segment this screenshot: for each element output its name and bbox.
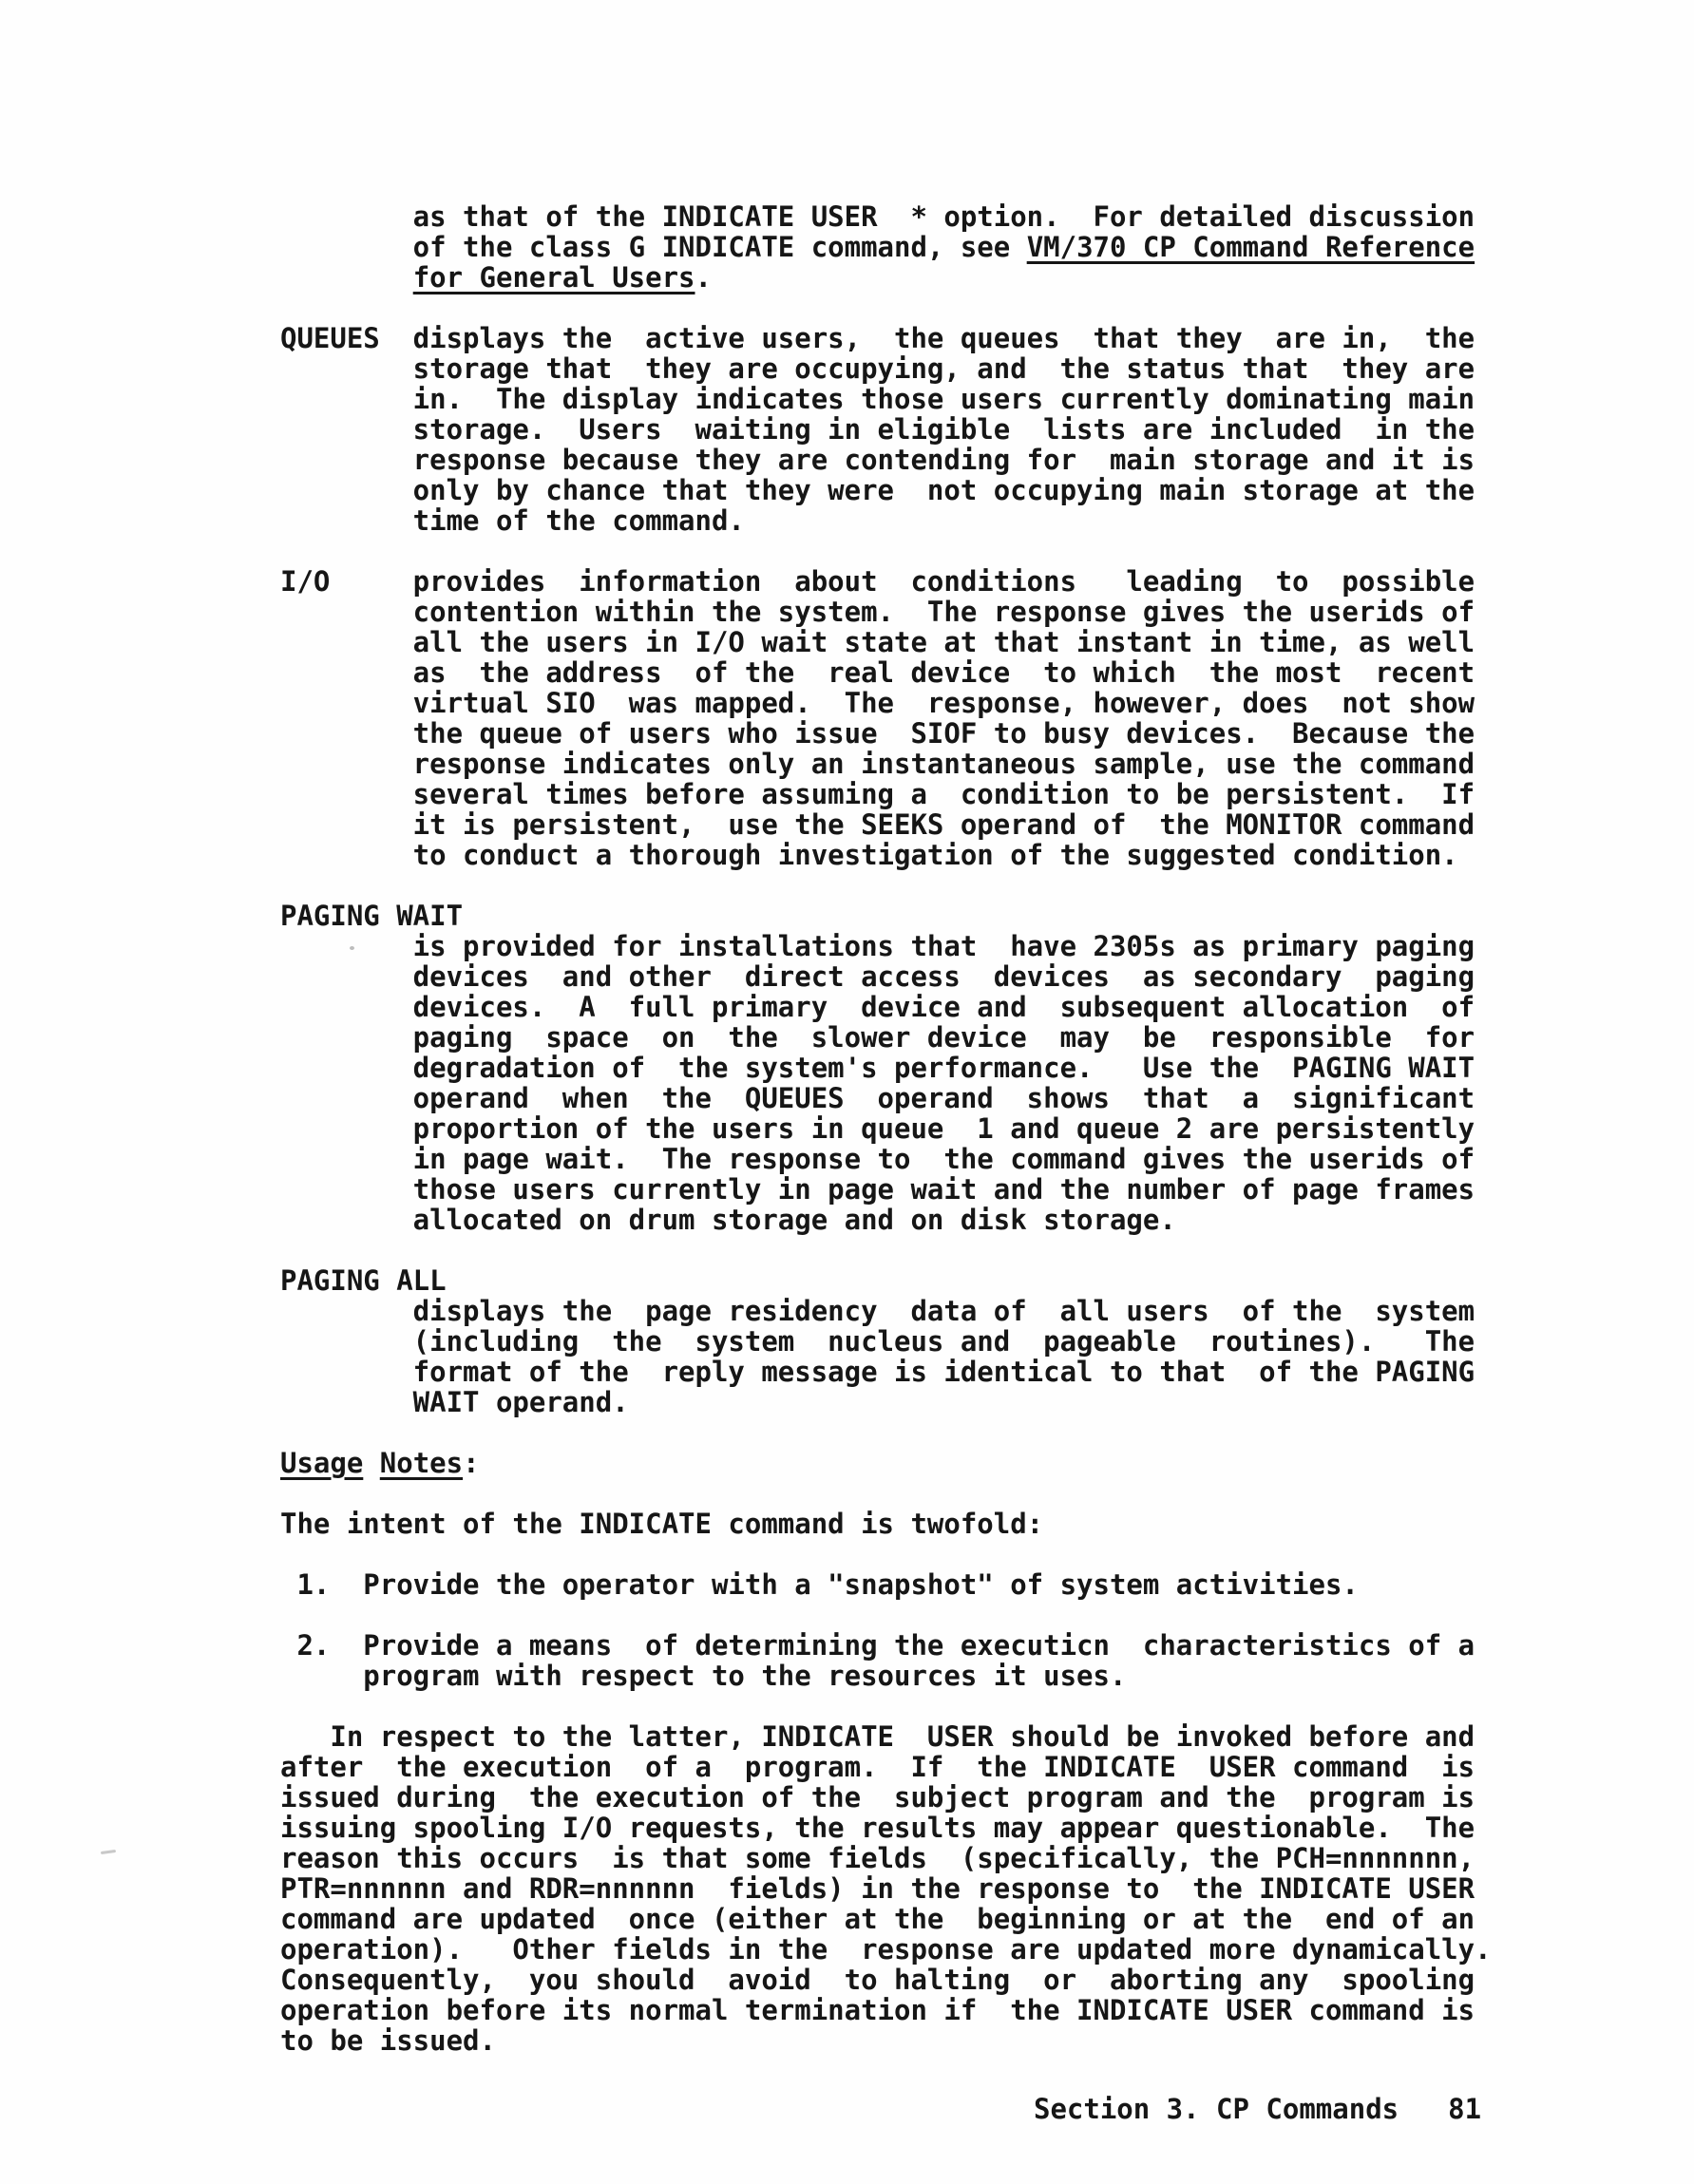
text-line: in. The display indicates those users currently dominating main: [280, 383, 1475, 415]
text-line: it is persistent, use the SEEKS operand of the MONITOR command: [280, 808, 1475, 841]
text-line: degradation of the system's performance. Use the PAGING WAIT: [280, 1052, 1475, 1084]
text-line: allocated on drum storage and on disk storage.: [280, 1204, 1176, 1236]
text-line: 1. Provide the operator with a "snapshot" of system activities.: [280, 1568, 1359, 1601]
operand-io: [280, 566, 1492, 870]
page-footer: [1034, 2094, 1481, 2124]
text-line: paging space on the slower device may be responsible for: [280, 1021, 1475, 1054]
text-line: displays the page residency data of all users of the system: [280, 1295, 1475, 1327]
text-line: devices and other direct access devices as secondary paging: [280, 960, 1475, 993]
text-line: in page wait. The response to the command gives the userids of: [280, 1143, 1475, 1175]
text-line: as the address of the real device to which the most recent: [280, 656, 1475, 689]
text-line: Usage Notes:: [280, 1447, 480, 1479]
text-line: those users currently in page wait and the number of page frames: [280, 1173, 1475, 1206]
intent-paragraph: [280, 1509, 1492, 1539]
footer-page-number: 81: [1448, 2093, 1482, 2125]
text-line: issued during the execution of the subject program and the program is: [280, 1781, 1475, 1814]
closing-paragraph: [280, 1721, 1492, 2056]
text-line: (including the system nucleus and pageable routines). The: [280, 1325, 1475, 1358]
text-line: program with respect to the resources it uses.: [280, 1660, 1127, 1692]
text-line: WAIT operand.: [280, 1386, 629, 1418]
text-line: proportion of the users in queue 1 and queue 2 are persistently: [280, 1112, 1475, 1145]
text-line: I/O provides information about conditions leading to possible: [280, 565, 1475, 598]
text-line: to be issued.: [280, 2024, 496, 2057]
text-line: QUEUES displays the active users, the queues that they are in, the: [280, 322, 1475, 354]
text-line: PTR=nnnnnn and RDR=nnnnnn fields) in the response to the INDICATE USER: [280, 1872, 1475, 1905]
usage-note-2: [280, 1630, 1492, 1691]
text-line: issuing spooling I/O requests, the results may appear questionable. The: [280, 1812, 1475, 1844]
text-line: only by chance that they were not occupying main storage at the: [280, 474, 1475, 506]
scan-artifact: [350, 946, 354, 950]
text-line: for General Users.: [412, 261, 712, 294]
operand-paging-all: [280, 1265, 1492, 1417]
operand-paging-wait: [280, 901, 1492, 1235]
text-line: command are updated once (either at the beginning or at the end of an: [280, 1903, 1475, 1935]
text-line: In respect to the latter, INDICATE USER should be invoked before and: [280, 1720, 1475, 1753]
text-line: response because they are contending for main storage and it is: [280, 444, 1475, 476]
footer-section-label: Section 3. CP Commands: [1034, 2093, 1399, 2125]
text-line: all the users in I/O wait state at that instant in time, as well: [280, 626, 1475, 658]
text-line: time of the command.: [280, 504, 745, 537]
text-line: The intent of the INDICATE command is twofold:: [280, 1508, 1044, 1540]
text-line: PAGING ALL: [280, 1264, 447, 1297]
text-line: storage that they are occupying, and the status that they are: [280, 352, 1475, 385]
text-line: response indicates only an instantaneous sample, use the command: [280, 748, 1475, 780]
text-line: the queue of users who issue SIOF to busy devices. Because the: [280, 717, 1475, 750]
text-line: several times before assuming a condition to be persistent. If: [280, 778, 1475, 810]
usage-notes-heading: [280, 1448, 1492, 1478]
text-line: operation). Other fields in the response are updated more dynamically.: [280, 1933, 1492, 1966]
text-line: to conduct a thorough investigation of the suggested condition.: [280, 839, 1458, 871]
text-line: operand when the QUEUES operand shows that a significant: [280, 1082, 1475, 1114]
text-line: operation before its normal termination if the INDICATE USER command is: [280, 1994, 1475, 2026]
scan-artifact: [101, 1850, 116, 1854]
intro-paragraph: [280, 201, 1492, 293]
text-line: 2. Provide a means of determining the executicn characteristics of a: [280, 1629, 1475, 1662]
text-line: reason this occurs is that some fields (specifically, the PCH=nnnnnnn,: [280, 1842, 1475, 1874]
text-line: PAGING WAIT: [280, 900, 464, 932]
text-line: as that of the INDICATE USER * option. For detailed discussion: [280, 200, 1475, 233]
text-line: format of the reply message is identical to that of the PAGING: [280, 1356, 1475, 1388]
text-line: of the class G INDICATE command, see VM/370 CP Command Reference: [280, 231, 1475, 263]
usage-note-1: [280, 1569, 1492, 1600]
text-line: after the execution of a program. If the INDICATE USER command is: [280, 1751, 1475, 1783]
operand-queues: [280, 323, 1492, 536]
text-line: storage. Users waiting in eligible lists are included in the: [280, 413, 1475, 446]
document-content: [280, 201, 1492, 2056]
text-line: virtual SIO was mapped. The response, however, does not show: [280, 687, 1475, 719]
text-line: contention within the system. The response gives the userids of: [280, 596, 1475, 628]
text-line: Consequently, you should avoid to halting or aborting any spooling: [280, 1964, 1475, 1996]
text-line: is provided for installations that have 2305s as primary paging: [280, 930, 1475, 962]
text-line: devices. A full primary device and subsequent allocation of: [280, 991, 1475, 1023]
